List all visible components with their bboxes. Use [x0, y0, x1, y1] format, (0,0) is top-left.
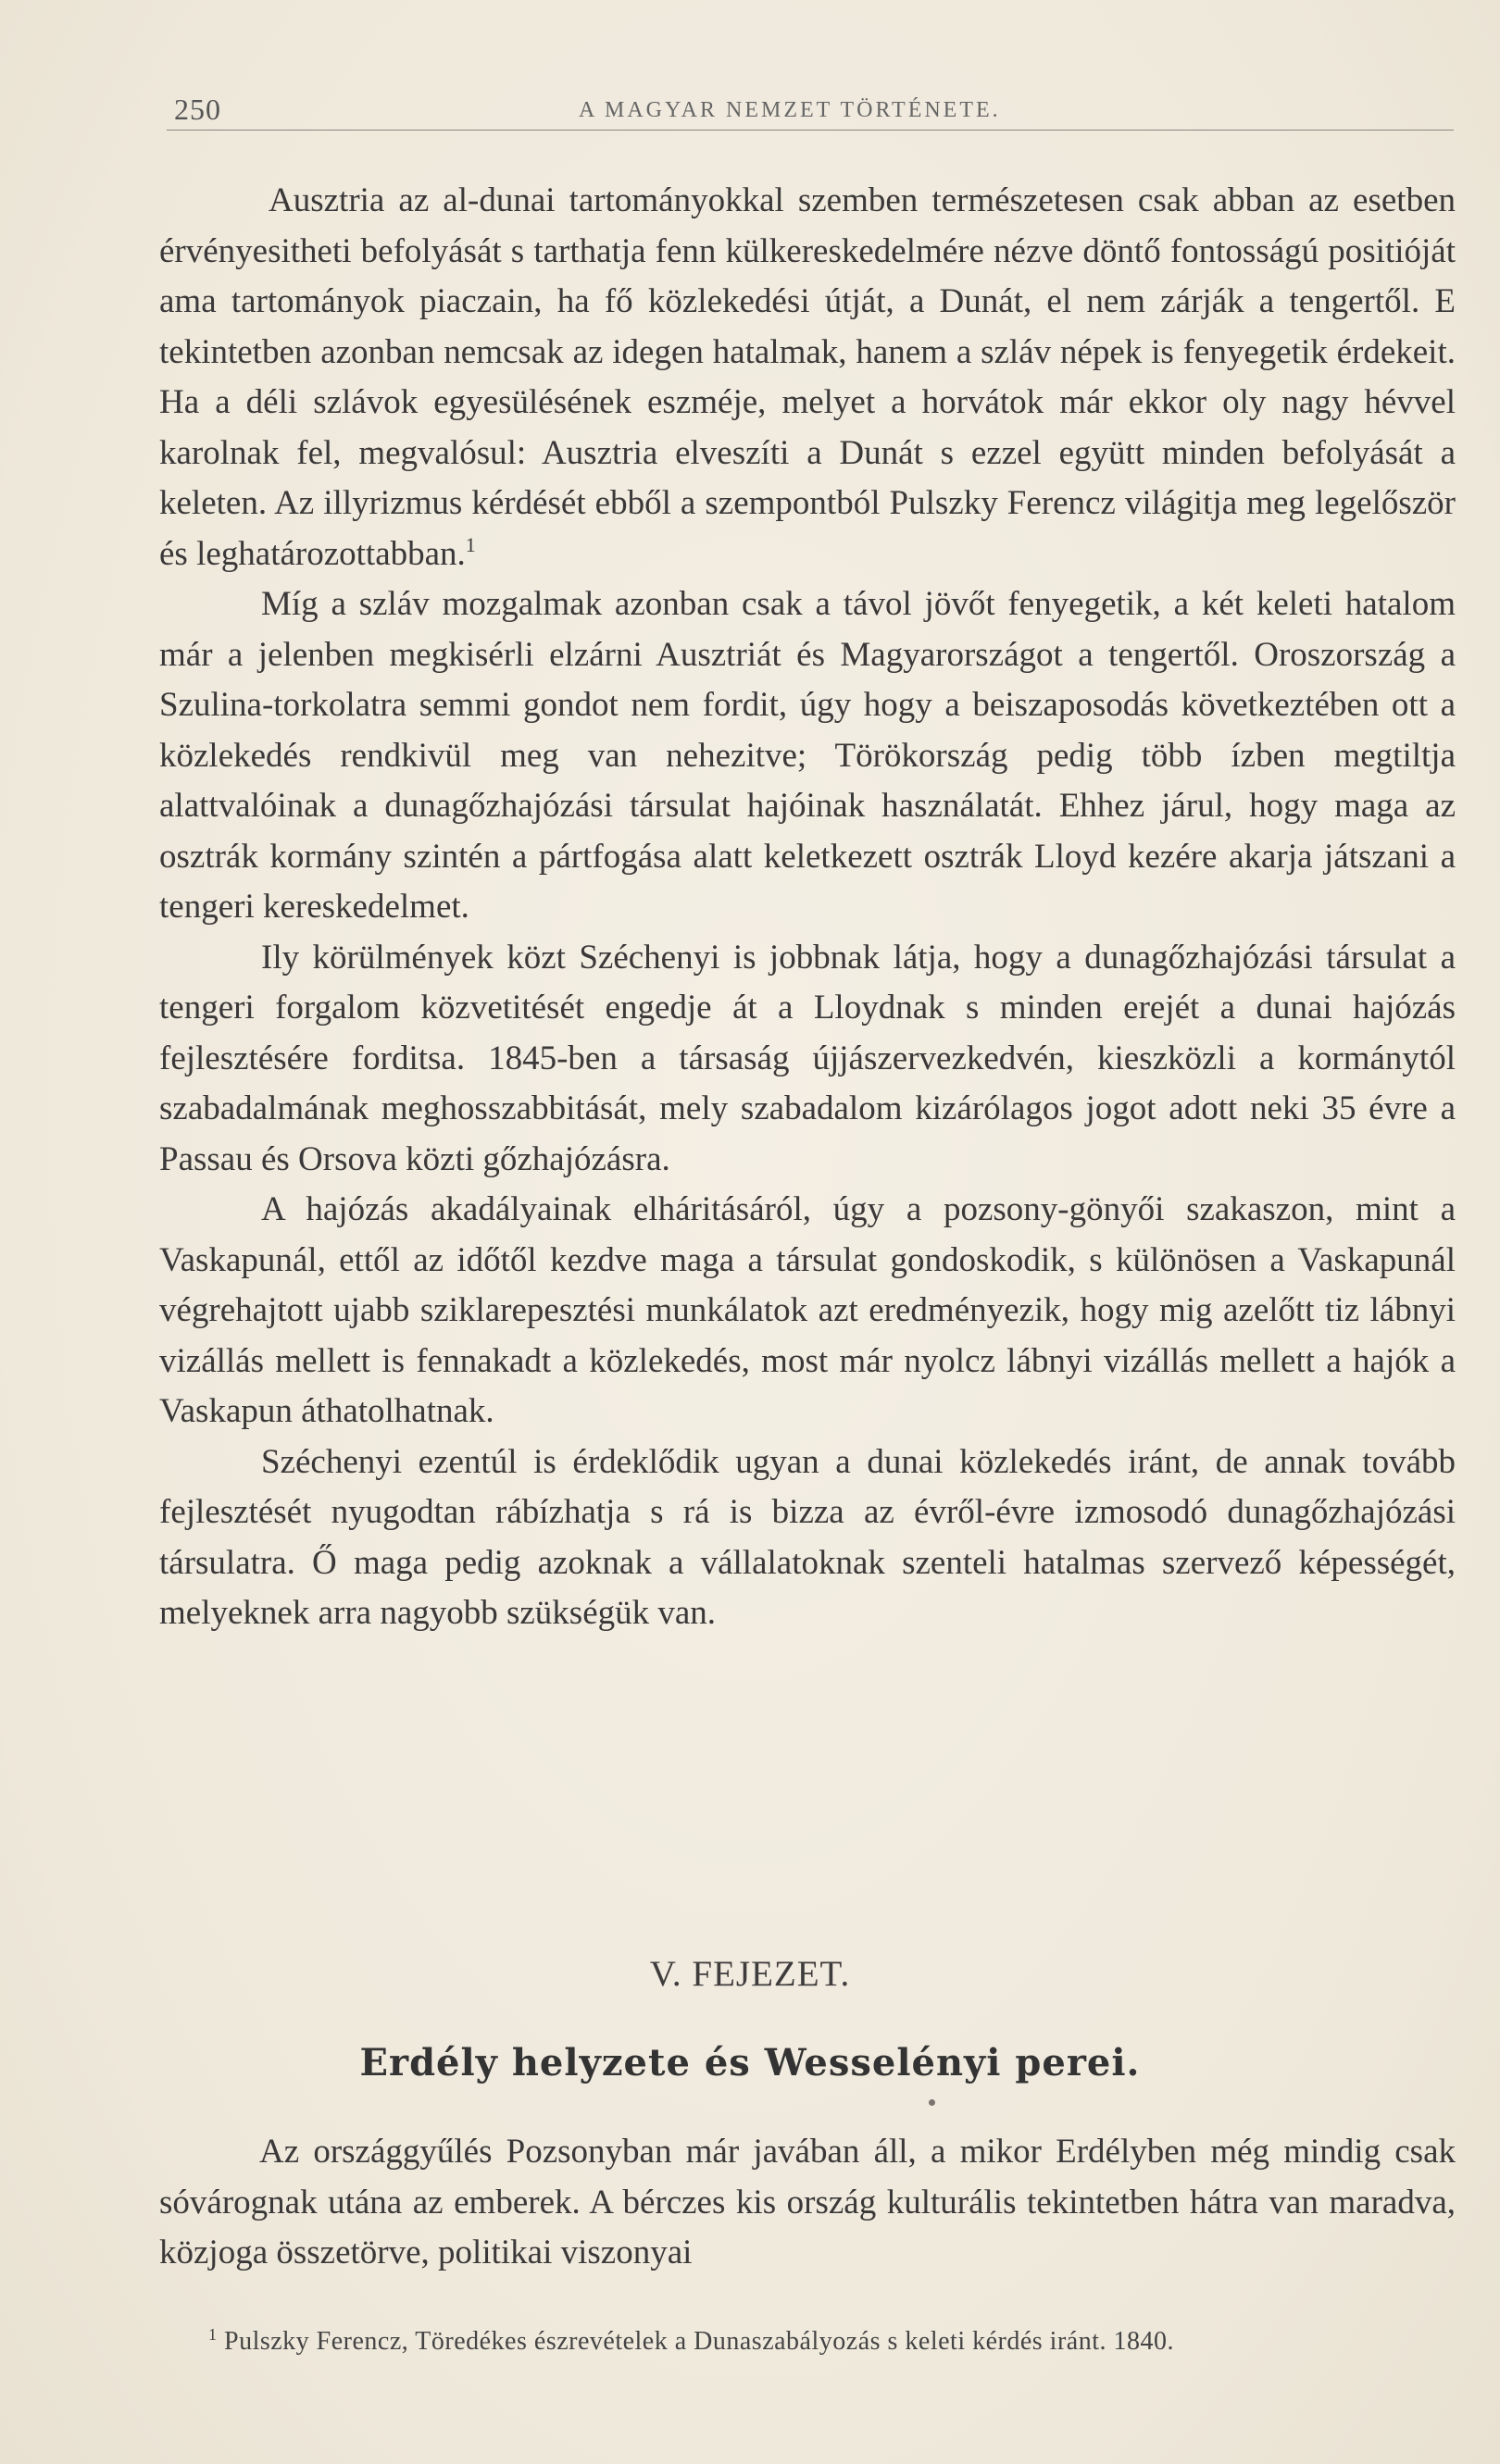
paragraph-text: Az országgyűlés Pozsonyban már javában áll, a mikor Erdélyben még mindig csak sóvárognak utána az emberek. A bérczes kis ország kulturális tekintetben hátra van maradva, közjoga összetörve, politikai viszonyai [159, 2133, 1456, 2271]
paragraph-text: A hajózás akadályainak elháritásáról, úgy a pozsony-gönyői szakaszon, mint a Vaskapunál, ettől az időtől kezdve maga a társulat gondoskodik, s különösen a Vaskapunál végrehajtott ujabb sziklarepesztési munkálatok azt eredményezik, hogy mig azelőtt tiz lábnyi vizállás mellett is fennakadt a közlekedés, most már nyolcz lábnyi vizállás mellett a hajók a Vaskapun áthatolhatnak. [159, 1190, 1456, 1430]
footnote-text: Pulszky Ferencz, Töredékes észrevételek a Dunaszabályozás s keleti kérdés iránt. 1840. [224, 2327, 1174, 2356]
paragraph [159, 2127, 1456, 2279]
chapter-opening [159, 2127, 1456, 2279]
footnote [208, 2323, 1449, 2360]
paragraph-text: Míg a szláv mozgalmak azonban csak a távol jövőt fenyegetik, a két keleti hatalom már a jelenben megkisérli elzárni Ausztriát és Magyarországot a tengertől. Oroszország a Szulina-torkolatra semmi gondot nem fordit, úgy hogy a beiszaposodás következtében ott a közlekedés rendkivül meg van nehezitve; Törökország pedig több ízben megtiltja alattvalóinak a dunagőzhajózási társulat hajóinak használatát. Ehhez járul, hogy maga az osztrák kormány szintén a pártfogása alatt keletkezett osztrák Lloyd kezére akarja játszani a tengeri kereskedelmet. [159, 585, 1456, 926]
paragraph [159, 176, 1456, 579]
paragraph [159, 933, 1456, 1186]
paragraph-text: Ausztria az al-dunai tartományokkal szemben természetesen csak abban az esetben érvényesitheti befolyását s tarthatja fenn külkereskedelmére nézve döntő fontosságú positióját ama tartományok piaczain, ha fő közlekedési útját, a Dunát, el nem zárják a tengertől. E tekintetben azonban nemcsak az idegen hatalmak, hanem a szláv népek is fenyegetik érdekeit. Ha a déli szlávok egyesülésének eszméje, melyet a horvátok már ekkor oly nagy hévvel karolnak fel, megvalósul: Ausztria elveszíti a Dunát s ezzel együtt minden befolyását a keleten. Az illyrizmus kérdését ebből a szempontból Pulszky Ferencz világitja meg legelőször és leghatározottabban. [159, 181, 1456, 573]
running-head: A MAGYAR NEMZET TÖRTÉNETE. [579, 98, 1001, 122]
page-header [167, 93, 1454, 131]
paragraph [159, 579, 1456, 933]
chapter-number: V. FEJEZET. [649, 1954, 851, 1994]
body-text [159, 176, 1456, 1639]
paragraph [159, 1185, 1456, 1437]
paragraph-text: Ily körülmények közt Széchenyi is jobbnak látja, hogy a dunagőzhajózási társulat a tengeri forgalom közvetitését engedje át a Lloydnak s minden erejét a dunai hajózás fejlesztésére forditsa. 1845-ben a társaság újjászervezkedvén, kieszközli a kormánytól szabadalmának meghosszabbitását, mely szabadalom kizárólagos jogot adott neki 35 évre a Passau és Orsova közti gőzhajózásra. [159, 938, 1456, 1178]
page-number: 250 [174, 93, 221, 126]
chapter-title: Erdély helyzete és Wesselényi perei. [359, 2041, 1141, 2084]
footnote-marker: 1 [208, 2325, 218, 2344]
paragraph-text: Széchenyi ezentúl is érdeklődik ugyan a dunai közlekedés iránt, de annak tovább fejlesztését nyugodtan rábízhatja s rá is bizza az évről-évre izmosodó dunagőzhajózási társulatra. Ő maga pedig azoknak a vállalatoknak szenteli hatalmas szervező képességét, melyeknek arra nagyobb szükségük van. [159, 1442, 1456, 1632]
paragraph [159, 1437, 1456, 1639]
ornament-dot [929, 2099, 935, 2106]
footnote-reference: 1 [465, 532, 476, 556]
